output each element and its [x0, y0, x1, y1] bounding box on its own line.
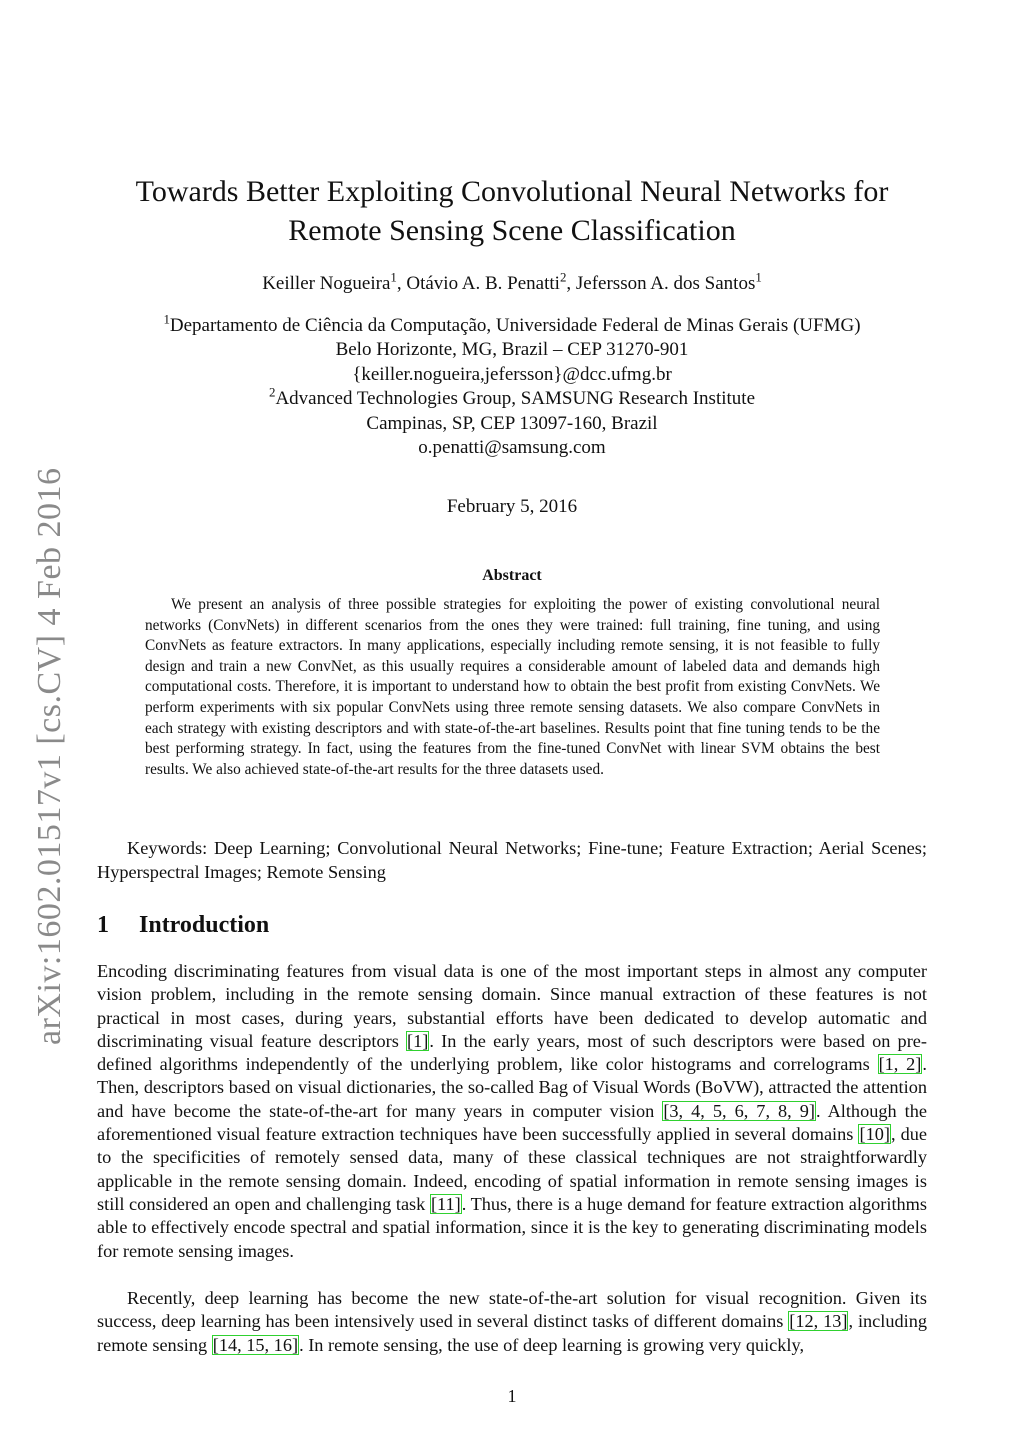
paragraph-text: . In the early years, most of such descriptors were based on pre-defined algorithms independently of the underlying problem, like color histograms and correlograms — [97, 1030, 927, 1075]
paragraph-text: Encoding discriminating features from visual data is one of the most important steps in almost any computer vision problem, including in the remote sensing domain. Since manual extraction of these features is not practical in most cases, during years, substantial efforts have been dedicated to develop automatic and discriminating visual feature descriptors — [97, 961, 927, 1051]
intro-paragraph-2 — [97, 1287, 927, 1357]
keywords: Keywords: Deep Learning; Convolutional Neural Networks; Fine-tune; Feature Extraction; Aerial Scenes; Hyperspectral Images; Remote Sensing — [97, 838, 927, 882]
citation-link[interactable]: [14, 15, 16] — [212, 1334, 299, 1355]
author-name: Keiller Nogueira — [262, 273, 391, 294]
author-name: Otávio A. B. Penatti — [406, 273, 560, 294]
affiliation-2-address: Campinas, SP, CEP 13097-160, Brazil — [366, 412, 658, 434]
publication-date: February 5, 2016 — [446, 496, 578, 517]
author-affiliation-mark: 1 — [755, 269, 762, 285]
paragraph-text: . Then, descriptors based on visual dictionaries, the so-called Bag of Visual Words (BoVW), attracted the attention and have become the state-of-the-art for many years in computer vision — [97, 1054, 927, 1121]
affiliation-1 — [60, 311, 964, 338]
citation-link[interactable]: [3, 4, 5, 6, 7, 8, 9] — [663, 1100, 815, 1121]
paragraph-text: . In remote sensing, the use of deep learning is growing very quickly, — [299, 1334, 805, 1355]
arxiv-identifier: arXiv:1602.01517v1 [cs.CV] 4 Feb 2016 — [31, 467, 68, 1045]
abstract-heading: Abstract — [482, 567, 542, 584]
section-heading — [97, 912, 269, 939]
title-line-2: Remote Sensing Scene Classification — [288, 214, 736, 247]
affiliation-mark: 2 — [268, 384, 276, 400]
intro-paragraph-1 — [97, 960, 927, 1263]
affiliation-1-email: {keiller.nogueira,jefersson}@dcc.ufmg.br — [352, 363, 672, 385]
affiliation-2-email: o.penatti@samsung.com — [418, 437, 606, 459]
paragraph-text: . Although the aforementioned visual feature extraction techniques have been successfully applied in several domains — [97, 1100, 927, 1145]
section-number: 1 — [97, 912, 109, 938]
paragraph-text: , due to the specificities of remotely sensed data, many of these classical techniques are not straightforwardly applicable in the remote sensing domain. Indeed, encoding of spatial information in remote sensing images is still considered an open and challenging task — [97, 1124, 928, 1214]
affiliation-1-address: Belo Horizonte, MG, Brazil – CEP 31270-901 — [335, 339, 689, 361]
affiliation-2 — [60, 384, 964, 411]
paragraph-text: , including remote sensing — [97, 1311, 927, 1355]
citation-link[interactable]: [1, 2] — [878, 1054, 922, 1075]
affiliation-1-name: Departamento de Ciência da Computação, Universidade Federal de Minas Gerais (UFMG) — [169, 315, 861, 336]
abstract-text: We present an analysis of three possible strategies for exploiting the power of existing convolutional neural networks (ConvNets) in different scenarios from the ones they were trained: full training, fine tuning, and using ConvNets as feature extractors. In many applications, especially including remote sensing, it is not feasible to fully design and train a new ConvNet, as this usually requires a considerable amount of labeled data and demands high computational costs. Therefore, it is important to understand how to obtain the best profit from existing ConvNets. We perform experiments with six popular ConvNets using three remote sensing datasets. We also compare ConvNets in each strategy with existing descriptors and with state-of-the-art baselines. Results point that fine tuning tends to be the best performing strategy. In fact, using the features from the fine-tuned ConvNet with linear SVM obtains the best results. We also achieved state-of-the-art results for the three datasets used. — [145, 596, 880, 778]
citation-link[interactable]: [1] — [407, 1030, 429, 1051]
paragraph-text: . Thus, there is a huge demand for feature extraction algorithms able to effectively encode spectral and spatial information, since it is the key to generating discriminating models for remote sensing images. — [97, 1193, 927, 1261]
author-list: Keiller Nogueira$^1$, Otávio A. B. Penatti$^2$, Jefersson A. dos Santos$^1$ — [262, 269, 762, 294]
author-name: Jefersson A. dos Santos — [575, 273, 756, 294]
title-line-1: Towards Better Exploiting Convolutional Neural Networks for — [135, 175, 889, 208]
author-affiliation-mark: 1 — [390, 269, 397, 285]
section-title: Introduction — [139, 912, 270, 938]
page-number: 1 — [507, 1386, 517, 1406]
paper-title — [60, 172, 964, 250]
affiliation-mark: 1 — [163, 311, 170, 327]
affiliation-2-name: Advanced Technologies Group, SAMSUNG Research Institute — [275, 388, 756, 410]
paragraph-text: Recently, deep learning has become the new state-of-the-art solution for visual recognition. Given its success, deep learning has been intensively used in several distinct tasks of different domains — [97, 1288, 927, 1332]
author-affiliation-mark: 2 — [559, 269, 567, 285]
citation-link[interactable]: [12, 13] — [789, 1311, 848, 1332]
citation-link[interactable]: [11] — [430, 1193, 461, 1214]
citation-link[interactable]: [10] — [859, 1124, 890, 1145]
affiliations — [60, 311, 964, 460]
